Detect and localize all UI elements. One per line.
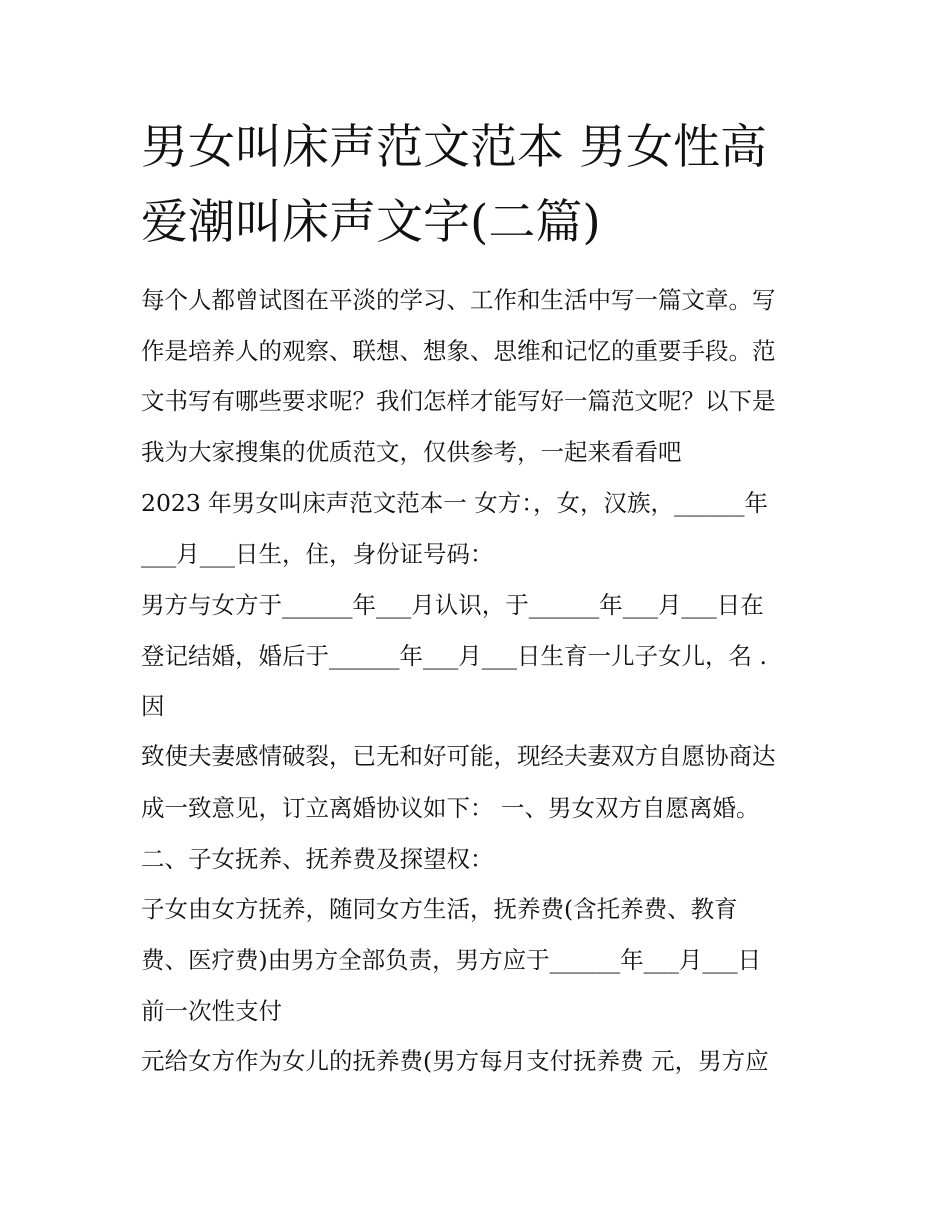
body-line: 前一次性支付: [141, 997, 282, 1025]
body-line: 作是培养人的观察、联想、想象、思维和记忆的重要手段。范: [141, 337, 776, 365]
body-line: 每个人都曾试图在平淡的学习、工作和生活中写一篇文章。写: [141, 286, 776, 314]
body-line: 元给女方作为女儿的抚养费(男方每月支付抚养费 元，男方应: [141, 1047, 769, 1075]
body-line: 二、子女抚养、抚养费及探望权：: [141, 845, 494, 873]
body-line: 我为大家搜集的优质范文，仅供参考，一起来看看吧: [141, 438, 682, 466]
document-title-line-2: 爱潮叫床声文字(二篇): [141, 195, 601, 250]
body-line: 因: [141, 692, 165, 720]
body-line: 致使夫妻感情破裂，已无和好可能，现经夫妻双方自愿协商达: [141, 742, 776, 770]
body-line: 成一致意见，订立离婚协议如下： 一、男女双方自愿离婚。: [141, 794, 760, 822]
body-line: 2023 年男女叫床声范文范本一 女方：，女，汉族，______年: [141, 489, 768, 517]
body-line: 子女由女方抚养，随同女方生活，抚养费(含托养费、教育: [141, 895, 738, 923]
body-line: 费、医疗费)由男方全部负责，男方应于______年___月___日: [141, 946, 762, 974]
body-line: 文书写有哪些要求呢？我们怎样才能写好一篇范文呢？以下是: [141, 387, 776, 415]
body-line: ___月___日生，住，身份证号码：: [141, 540, 494, 568]
body-line: 登记结婚，婚后于______年___月___日生育一儿子女儿，名 .: [141, 642, 767, 670]
body-line: 男方与女方于______年___月认识，于______年___月___日在: [141, 591, 764, 619]
document-title-line-1: 男女叫床声范文范本 男女性高: [141, 120, 767, 175]
